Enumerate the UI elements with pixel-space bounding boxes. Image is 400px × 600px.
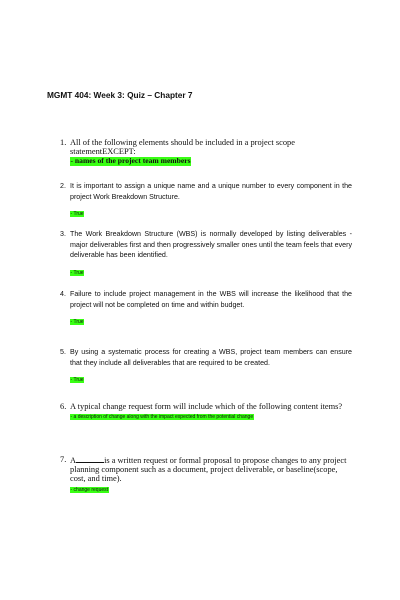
answer-highlight: - True [70,211,84,218]
question-text: Failure to include project management in the WBS will increase the likelihood that the project will not be completed on time and within budget. [70,290,352,309]
document-title: MGMT 404: Week 3: Quiz – Chapter 7 [47,90,193,100]
question-number: 2. [60,182,66,190]
question-number: 4. [60,290,66,298]
question-3 [60,229,352,279]
question-text [70,455,352,484]
question-text: All of the following elements should be included in a project scope statementEXCEPT: [70,138,295,157]
question-number: 6. [60,402,67,411]
answer-highlight: - True [70,269,84,276]
fill-in-blank [76,455,104,463]
answer-highlight: - change request [70,486,109,493]
answer-highlight: - True [70,377,84,384]
question-number: 5. [60,348,66,356]
question-text-start: A [70,456,77,465]
question-text: The Work Breakdown Structure (WBS) is normally developed by listing deliverables - major deliverables first and then progressively smaller ones until the team feels that every deliverable has been identified. [70,230,352,260]
question-6 [60,402,352,420]
question-number: 7. [60,455,67,464]
question-text: By using a systematic process for creating a WBS, project team members can ensure that they include all deliverables that are required to be created. [70,348,352,367]
question-text-end: is a written request or formal proposal to propose changes to any project planning component such as a document, project deliverable, or baseline(scope, cost, and time). [70,456,347,484]
answer-highlight: - True [70,319,84,326]
question-5 [60,347,352,386]
question-2 [60,181,352,220]
question-4 [60,289,352,328]
answer-highlight: - a description of change along with the impact expected from the potential change [70,414,254,421]
question-number: 1. [60,138,67,147]
answer-highlight: - names of the project team members [70,156,191,166]
question-1 [60,138,352,166]
question-7 [60,455,352,493]
question-text: It is important to assign a unique name and a unique number to every component in the project Work Breakdown Structure. [70,182,352,201]
question-text: A typical change request form will include which of the following content items? [70,402,343,411]
question-number: 3. [60,230,66,238]
